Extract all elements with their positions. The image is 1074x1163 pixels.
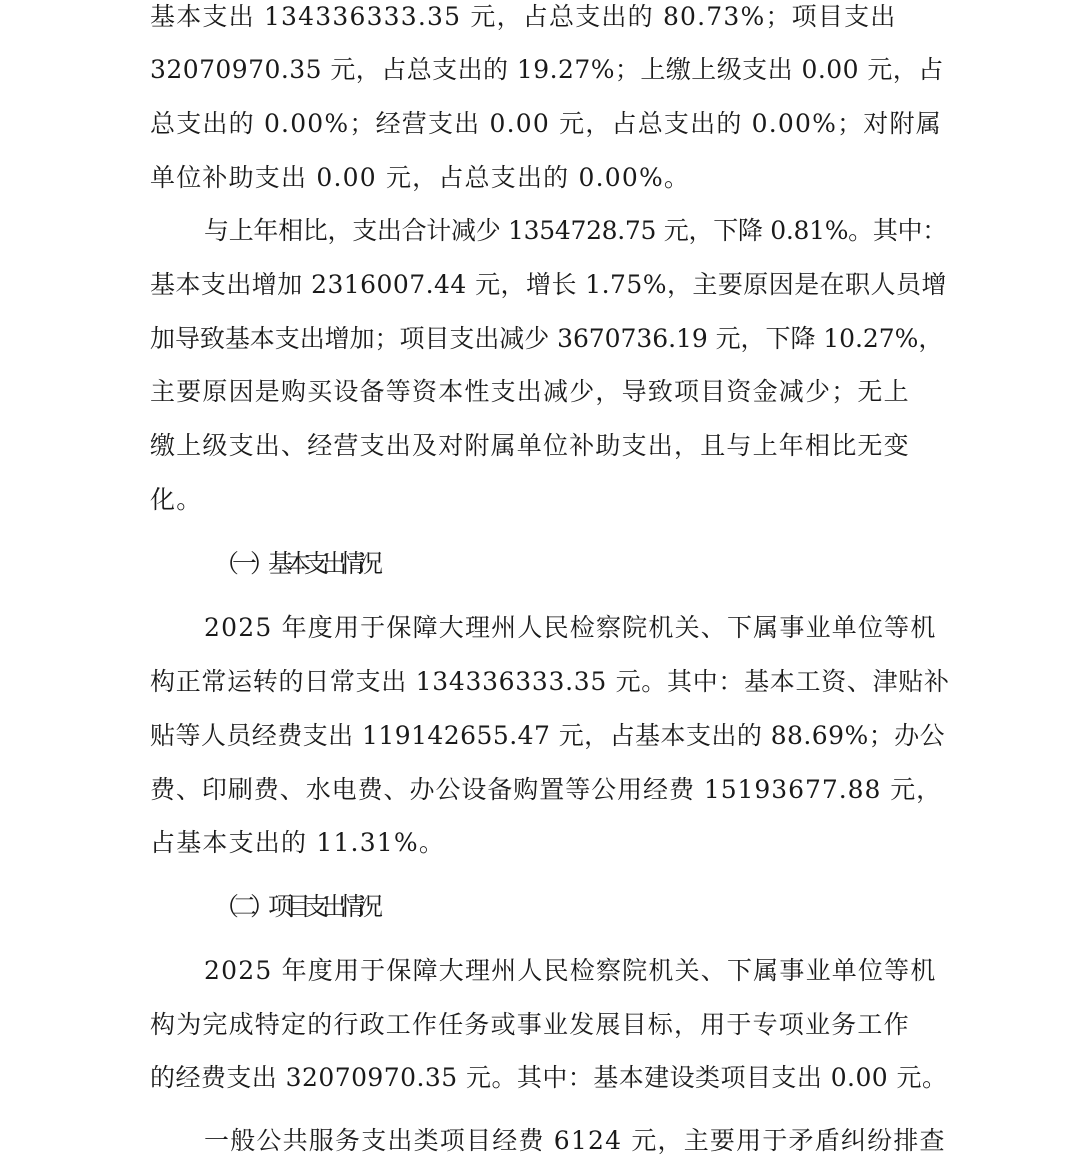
paragraph-line: 总支出的 0.00%；经营支出 0.00 元，占总支出的 0.00%；对附属 (150, 109, 942, 138)
paragraph-line: 主要原因是购买设备等资本性支出减少，导致项目资金减少；无上 (150, 377, 910, 406)
paragraph-line: 构正常运转的日常支出 134336333.35 元。其中：基本工资、津贴补 (150, 667, 950, 696)
paragraph-line: 基本支出 134336333.35 元，占总支出的 80.73%；项目支出 (150, 2, 897, 31)
paragraph-line: 基本支出增加 2316007.44 元，增长 1.75%，主要原因是在职人员增 (150, 270, 947, 299)
paragraph-line: 32070970.35 元，占总支出的 19.27%；上缴上级支出 0.00 元，占 (150, 55, 944, 84)
paragraph-line: 2025 年度用于保障大理州人民检察院机关、下属事业单位等机 (204, 613, 937, 642)
paragraph-line: 加导致基本支出增加；项目支出减少 3670736.19 元，下降 10.27%， (150, 324, 944, 353)
paragraph-line: 与上年相比，支出合计减少 1354728.75 元，下降 0.81%。其中： (204, 216, 947, 245)
paragraph-line: 贴等人员经费支出 119142655.47 元，占基本支出的 88.69%；办公 (150, 721, 946, 750)
paragraph-line: 缴上级支出、经营支出及对附属单位补助支出，且与上年相比无变 (150, 431, 910, 460)
paragraph-line: 构为完成特定的行政工作任务或事业发展目标，用于专项业务工作 (150, 1010, 910, 1039)
paragraph-line: 单位补助支出 0.00 元，占总支出的 0.00%。 (150, 163, 691, 192)
paragraph-line: 一般公共服务支出类项目经费 6124 元，主要用于矛盾纠纷排查 (204, 1126, 946, 1155)
paragraph-line: 2025 年度用于保障大理州人民检察院机关、下属事业单位等机 (204, 956, 937, 985)
section-heading-project-expenditure: （二）项目支出情况 (214, 892, 377, 921)
paragraph-line: 化。 (150, 485, 203, 514)
paragraph-line: 占基本支出的 11.31%。 (150, 828, 446, 857)
paragraph-line: 费、印刷费、水电费、办公设备购置等公用经费 15193677.88 元， (150, 775, 943, 804)
paragraph-line: 的经费支出 32070970.35 元。其中：基本建设类项目支出 0.00 元。 (150, 1063, 948, 1092)
section-heading-basic-expenditure: （一）基本支出情况 (214, 549, 377, 578)
